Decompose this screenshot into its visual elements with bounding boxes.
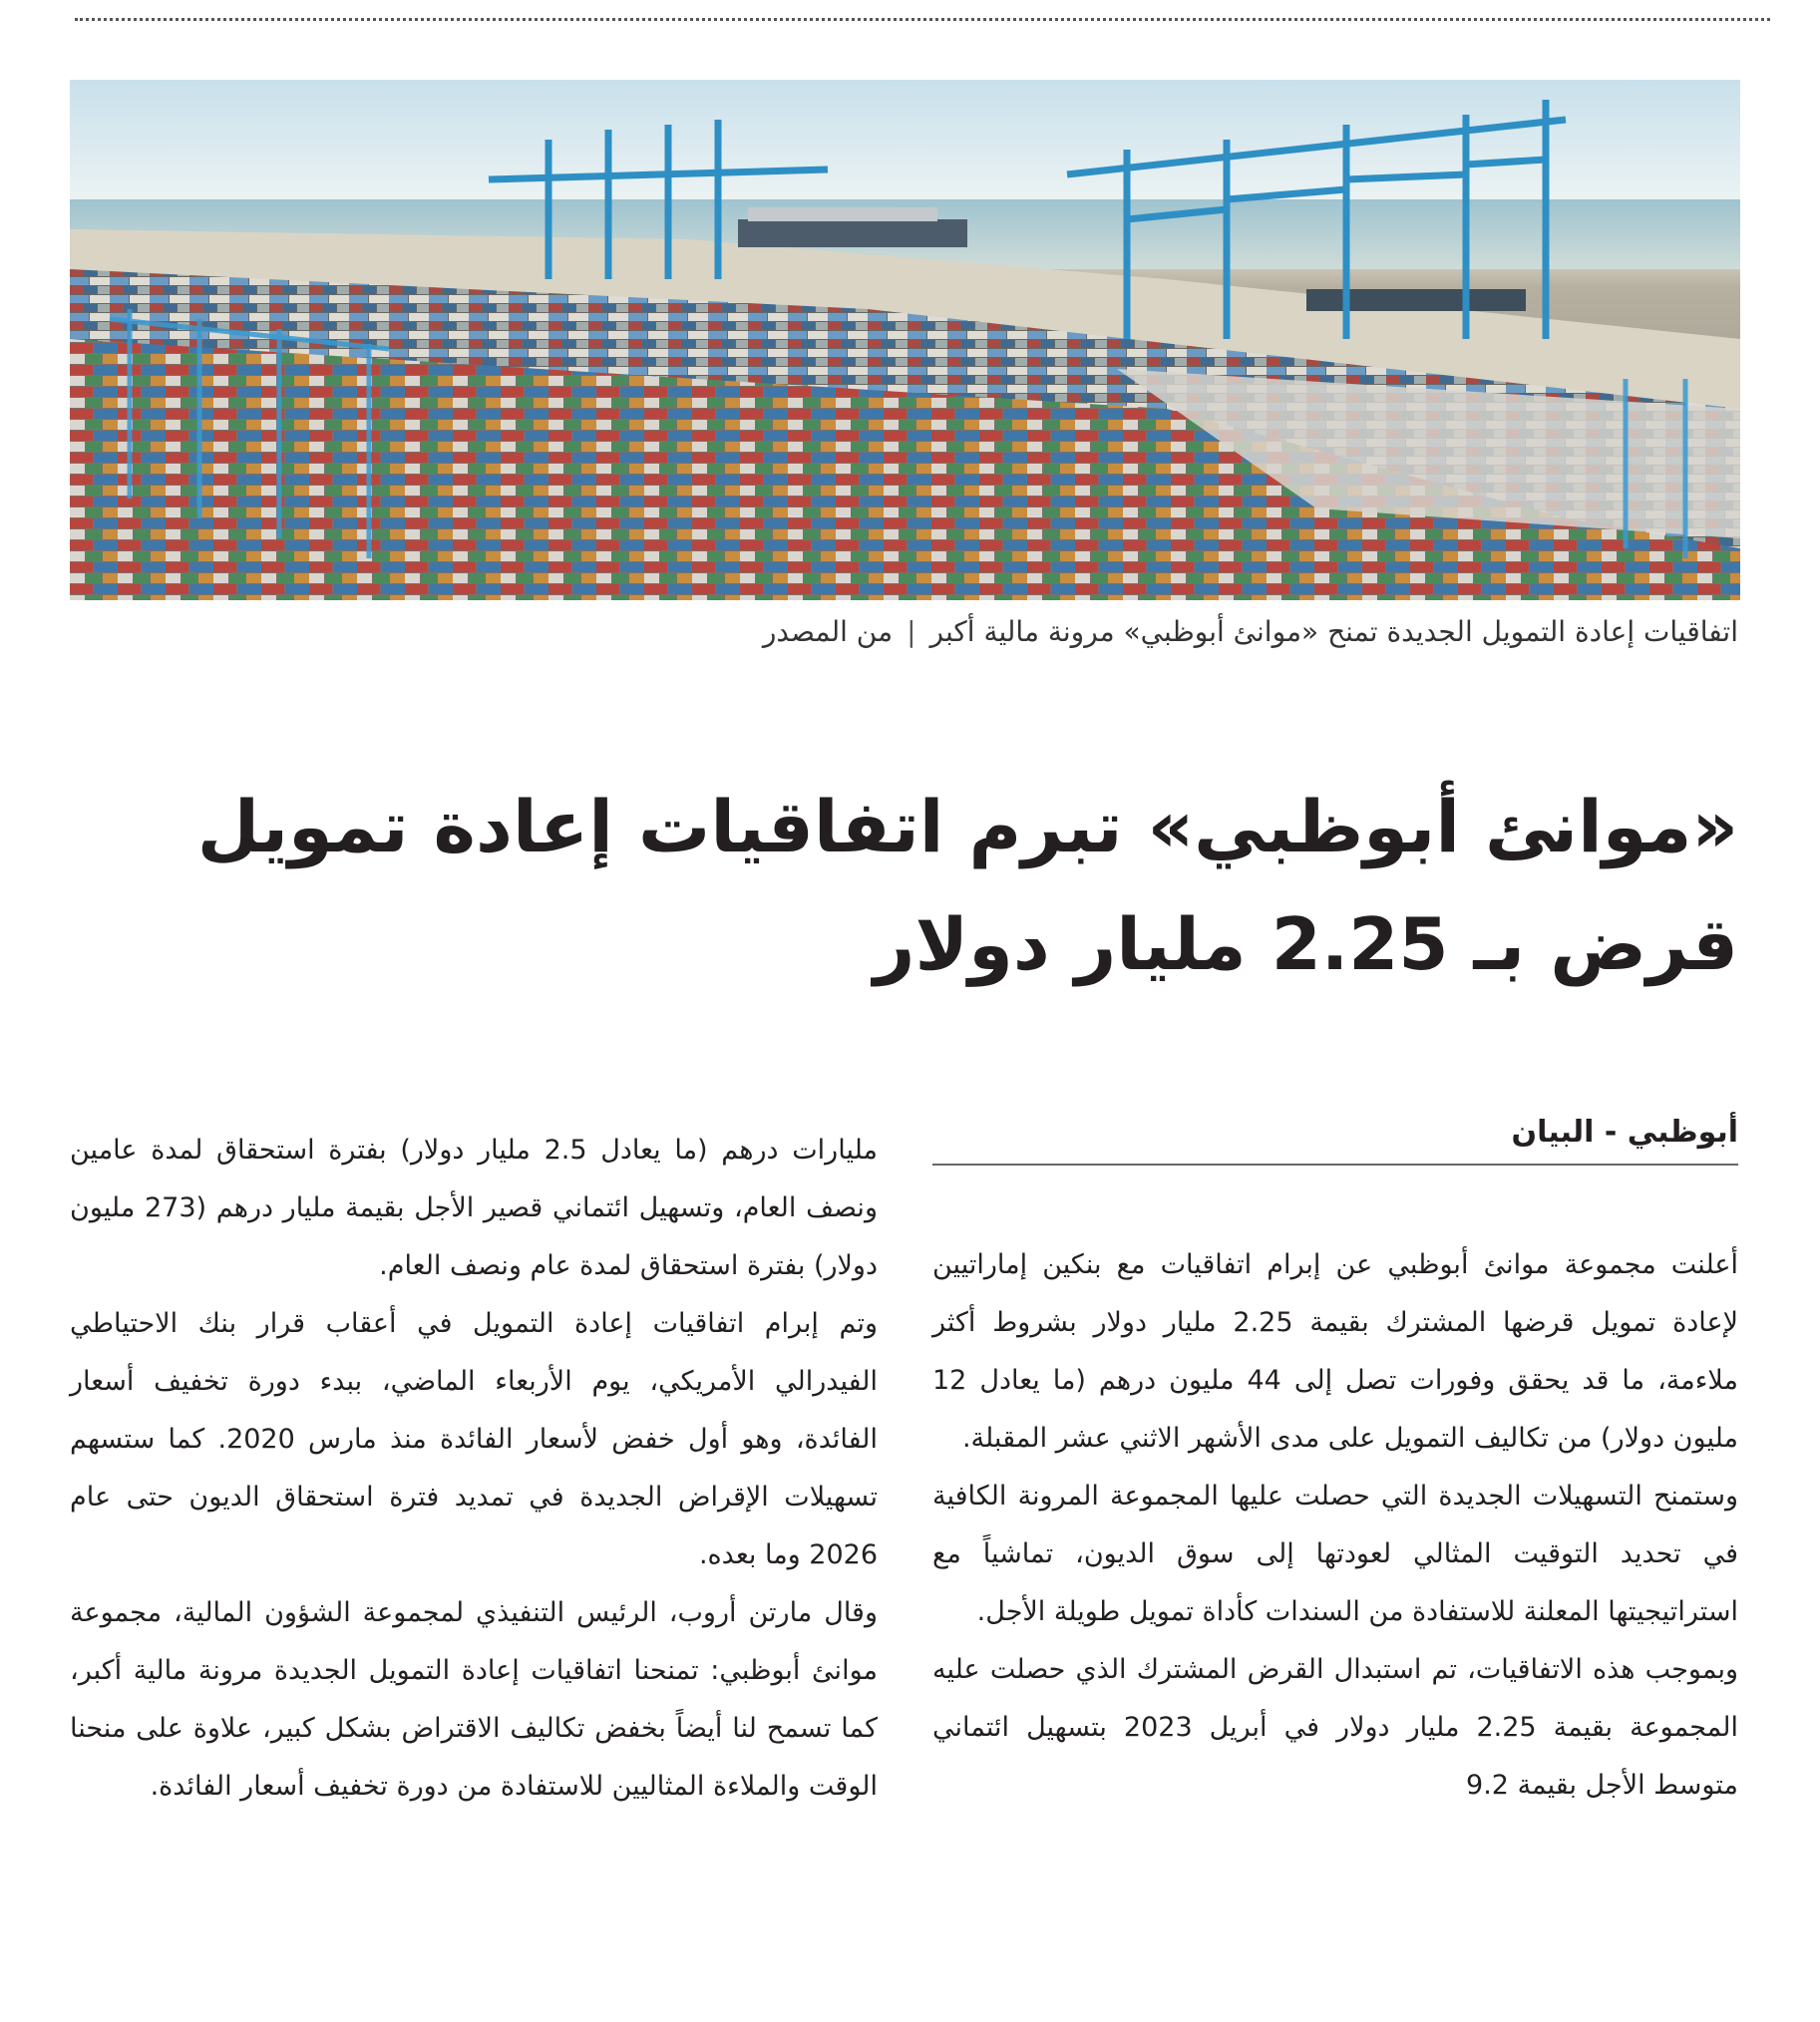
paragraph: وقال مارتن أروب، الرئيس التنفيذي لمجموعة الشؤون المالية، مجموعة موانئ أبوظبي: تمنحنا اتفاقيات إعادة التمويل الجديدة مرونة مالية أكبر، كما تسمح لنا أيضاً بخفض تكاليف الاقتراض بشكل كبير، علاوة على منحنا الوقت والملاءة المثاليين للاستفادة من دورة تخفيف أسعار الفائدة. xyxy=(70,1597,878,1802)
paragraph: أعلنت مجموعة موانئ أبوظبي عن إبرام اتفاقيات مع بنكين إماراتيين لإعادة تمويل قرضها المشترك بقيمة 2.25 مليار دولار بشروط أكثر ملاءمة، ما قد يحقق وفورات تصل إلى 44 مليون درهم (ما يعادل 12 مليون دولار) من تكاليف التمويل على مدى الأشهر الاثني عشر المقبلة. xyxy=(932,1249,1738,1454)
article-column-left xyxy=(70,1122,878,1816)
paragraph: وستمنح التسهيلات الجديدة التي حصلت عليها المجموعة المرونة الكافية في تحديد التوقيت المثالي لعودتها إلى سوق الديون، تماشياً مع استراتيجيتها المعلنة للاستفادة من السندات كأداة تمويل طويلة الأجل. xyxy=(932,1481,1738,1627)
paragraph: وتم إبرام اتفاقيات إعادة التمويل في أعقاب قرار بنك الاحتياطي الفيدرالي الأمريكي، يوم الأربعاء الماضي، ببدء دورة تخفيف أسعار الفائدة، وهو أول خفض لأسعار الفائدة منذ مارس 2020. كما ستسهم تسهيلات الإقراض الجديدة في تمديد فترة استحقاق الديون حتى عام 2026 وما بعده. xyxy=(70,1308,878,1570)
paragraph: مليارات درهم (ما يعادل 2.5 مليار دولار) بفترة استحقاق لمدة عامين ونصف العام، وتسهيل ائتماني قصير الأجل بقيمة مليار درهم (273 مليون دولار) بفترة استحقاق لمدة عام ونصف العام. xyxy=(70,1135,878,1281)
caption-separator: | xyxy=(907,615,916,648)
byline: أبوظبي - البيان xyxy=(932,1115,1738,1166)
headline-line-2: قرض بـ 2.25 مليار دولار xyxy=(874,902,1738,986)
article-column-right xyxy=(932,1236,1738,1815)
caption-credit: من المصدر xyxy=(762,615,894,648)
headline-line-1: «موانئ أبوظبي» تبرم اتفاقيات إعادة تمويل xyxy=(196,785,1738,868)
paragraph: وبموجب هذه الاتفاقيات، تم استبدال القرض المشترك الذي حصلت عليه المجموعة بقيمة 2.25 مليار دولار في أبريل 2023 بتسهيل ائتماني متوسط الأجل بقيمة 9.2 xyxy=(932,1654,1739,1801)
photo-caption xyxy=(182,615,1738,648)
top-dotted-rule xyxy=(75,18,1770,21)
port-illustration xyxy=(70,80,1740,600)
port-photo xyxy=(70,80,1740,600)
article-headline xyxy=(53,768,1738,1003)
caption-text: اتفاقيات إعادة التمويل الجديدة تمنح «موانئ أبوظبي» مرونة مالية أكبر xyxy=(929,615,1738,648)
